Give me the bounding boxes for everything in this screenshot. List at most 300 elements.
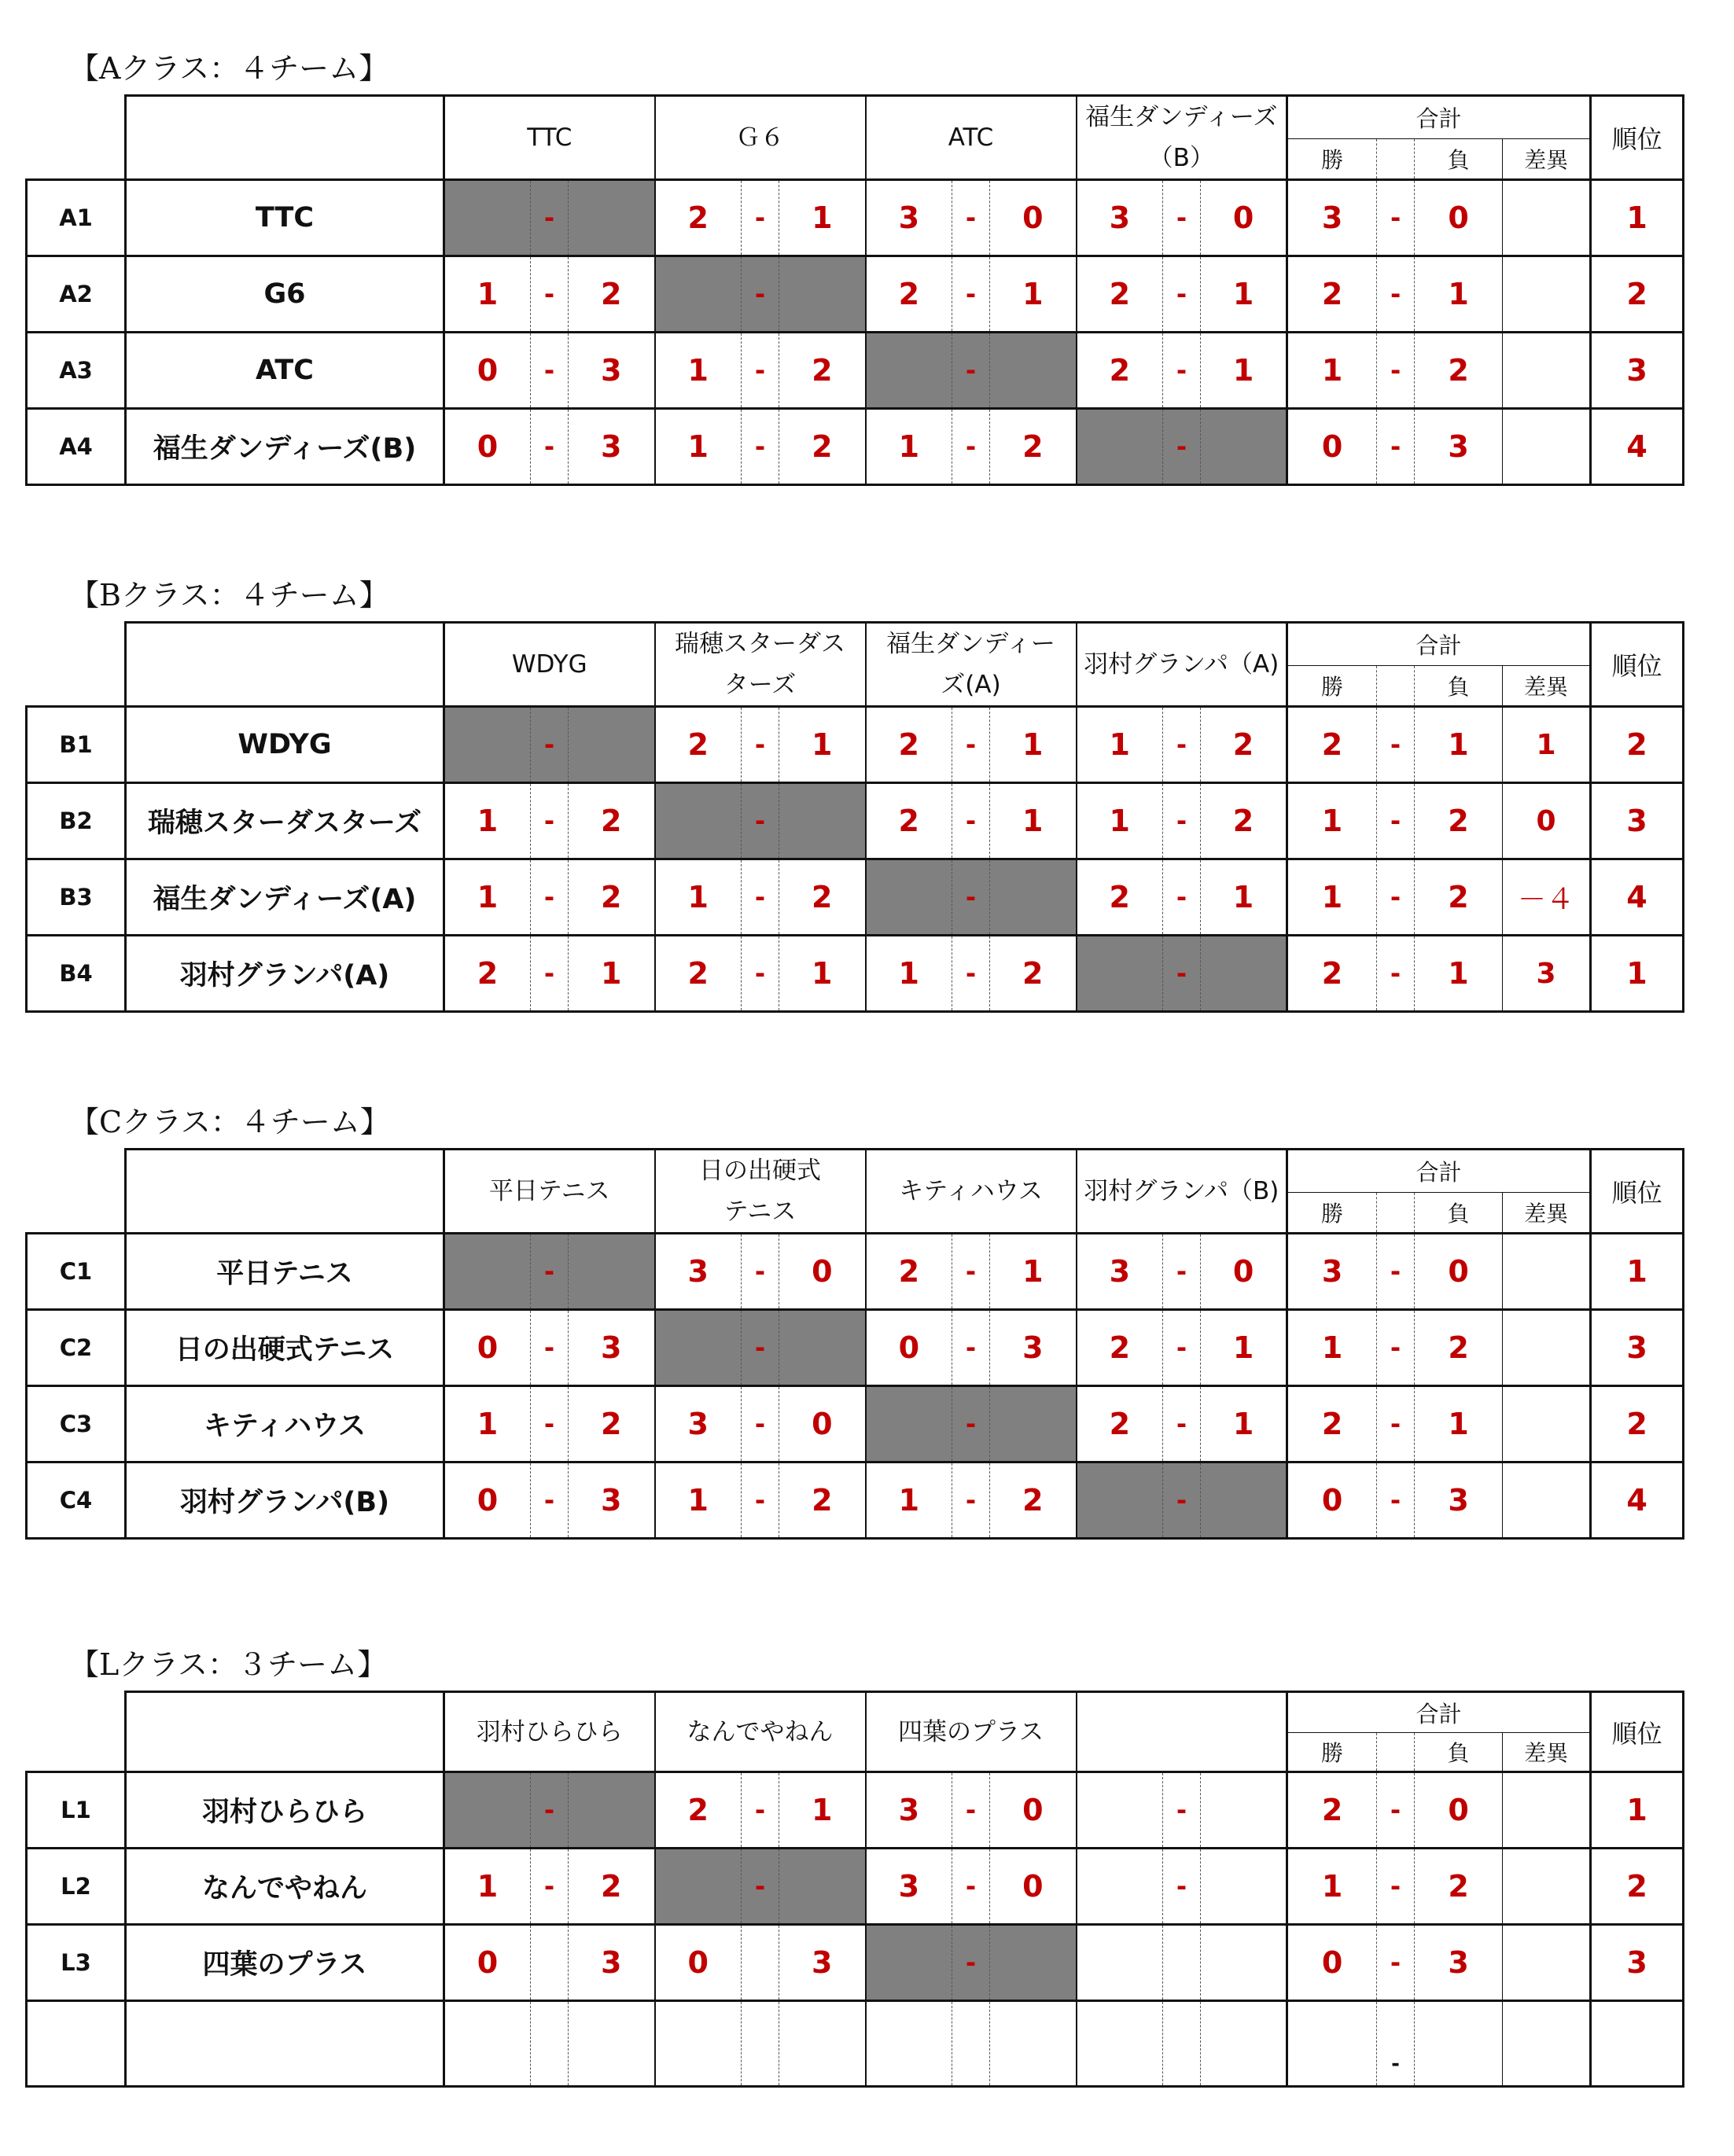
- team-code: A4: [27, 409, 126, 485]
- match-score-won: 0: [444, 409, 531, 485]
- match-score-lost: 2: [779, 409, 866, 485]
- match-score-won: 2: [1077, 1310, 1163, 1386]
- team-name: 羽村グランパ(A): [126, 936, 444, 1012]
- team-name: 羽村ひらひら: [126, 1772, 444, 1849]
- match-score-won: [444, 2001, 531, 2087]
- self-match-dash: -: [952, 859, 990, 936]
- score-separator: -: [1377, 1310, 1415, 1386]
- class-section: [0, 1102, 1734, 1613]
- score-separator: -: [1163, 707, 1201, 783]
- team-code: B1: [27, 707, 126, 783]
- total-header: 合計: [1287, 96, 1591, 139]
- total-wins: 1: [1287, 859, 1377, 936]
- table-row: [27, 256, 1684, 333]
- team-code: C1: [27, 1234, 126, 1310]
- match-score-won: 3: [866, 1849, 952, 1925]
- match-score-won: 3: [866, 180, 952, 256]
- header-name-blank: [126, 623, 444, 707]
- match-score-won: [866, 2001, 952, 2087]
- table-row: [27, 1925, 1684, 2001]
- self-match-cell: [866, 1925, 952, 2001]
- score-separator: -: [952, 936, 990, 1012]
- match-score-lost: 3: [569, 1310, 655, 1386]
- total-wins: 2: [1287, 1772, 1377, 1849]
- self-match-cell: [569, 180, 655, 256]
- score-separator: -: [1163, 180, 1201, 256]
- sub-header-gap: [1377, 1192, 1415, 1233]
- self-match-cell: [444, 1234, 531, 1310]
- team-rank: 1: [1591, 936, 1684, 1012]
- header-blank: [27, 1692, 126, 1772]
- score-difference: 0: [1503, 783, 1591, 859]
- match-score-lost: [1201, 1772, 1287, 1849]
- total-losses: 1: [1415, 1386, 1503, 1462]
- class-section: [0, 1645, 1734, 2156]
- match-score-lost: 1: [990, 707, 1077, 783]
- score-separator: -: [952, 409, 990, 485]
- score-separator: -: [531, 1849, 569, 1925]
- score-separator: -: [742, 707, 779, 783]
- standings-table: [25, 621, 1684, 1013]
- match-score-won: 0: [866, 1310, 952, 1386]
- match-score-lost: 1: [1201, 1310, 1287, 1386]
- total-wins: 0: [1287, 1462, 1377, 1539]
- score-separator: -: [1163, 333, 1201, 409]
- team-code: B2: [27, 783, 126, 859]
- self-match-dash: -: [742, 1849, 779, 1925]
- team-name: 平日テニス: [126, 1234, 444, 1310]
- total-wins: 2: [1287, 707, 1377, 783]
- match-score-lost: 1: [779, 1772, 866, 1849]
- opponent-header: 羽村グランパ（B): [1077, 1150, 1287, 1234]
- match-score-lost: 1: [1201, 256, 1287, 333]
- score-separator: -: [1377, 1234, 1415, 1310]
- total-losses: 0: [1415, 1772, 1503, 1849]
- match-score-won: 1: [444, 1849, 531, 1925]
- match-score-lost: 2: [779, 859, 866, 936]
- match-score-lost: 0: [1201, 180, 1287, 256]
- self-match-cell: [444, 707, 531, 783]
- score-separator: -: [1377, 707, 1415, 783]
- table-row: [27, 783, 1684, 859]
- team-rank: 3: [1591, 1310, 1684, 1386]
- match-score-won: 2: [655, 707, 742, 783]
- score-separator: -: [952, 1234, 990, 1310]
- match-score-lost: 2: [990, 409, 1077, 485]
- match-score-won: 3: [655, 1234, 742, 1310]
- header-name-blank: [126, 96, 444, 180]
- win-header: 勝: [1287, 665, 1377, 706]
- self-match-cell: [990, 1386, 1077, 1462]
- self-match-cell: [866, 333, 952, 409]
- diff-header: 差異: [1503, 1733, 1591, 1772]
- team-code: A3: [27, 333, 126, 409]
- score-separator: -: [742, 1386, 779, 1462]
- total-wins: 1: [1287, 1849, 1377, 1925]
- match-score-won: 2: [655, 936, 742, 1012]
- score-separator: -: [531, 256, 569, 333]
- match-score-lost: 2: [569, 783, 655, 859]
- section-title: 【Cクラス：４チーム】: [69, 1105, 390, 1139]
- match-score-lost: 3: [990, 1310, 1077, 1386]
- score-separator: -: [531, 783, 569, 859]
- section-title: 【Bクラス：４チーム】: [69, 578, 389, 613]
- match-score-won: [1077, 1772, 1163, 1849]
- match-score-lost: 1: [1201, 859, 1287, 936]
- sub-header-gap: [1377, 1733, 1415, 1772]
- score-separator: -: [742, 1462, 779, 1539]
- header-blank: [27, 623, 126, 707]
- opponent-header: 日の出硬式 テニス: [655, 1150, 866, 1234]
- score-separator: -: [952, 1849, 990, 1925]
- score-separator: -: [1377, 1462, 1415, 1539]
- match-score-won: 1: [866, 936, 952, 1012]
- team-rank: 2: [1591, 256, 1684, 333]
- self-match-dash: -: [742, 1310, 779, 1386]
- total-losses: 2: [1415, 859, 1503, 936]
- score-separator: -: [1377, 409, 1415, 485]
- opponent-header: 平日テニス: [444, 1150, 655, 1234]
- team-code: L1: [27, 1772, 126, 1849]
- total-header: 合計: [1287, 623, 1591, 666]
- team-rank: 4: [1591, 409, 1684, 485]
- team-name: [126, 2001, 444, 2087]
- match-score-won: 2: [1077, 859, 1163, 936]
- self-match-cell: [444, 1772, 531, 1849]
- self-match-dash: -: [742, 256, 779, 333]
- match-score-won: 2: [655, 1772, 742, 1849]
- score-separator: -: [1377, 333, 1415, 409]
- self-match-cell: [1201, 1462, 1287, 1539]
- team-name: TTC: [126, 180, 444, 256]
- score-separator: -: [1163, 1310, 1201, 1386]
- total-wins: 2: [1287, 256, 1377, 333]
- score-separator: -: [742, 1772, 779, 1849]
- score-difference: [1503, 1462, 1591, 1539]
- score-separator: -: [952, 256, 990, 333]
- team-name: 日の出硬式テニス: [126, 1310, 444, 1386]
- match-score-lost: 1: [1201, 1386, 1287, 1462]
- match-score-won: 2: [1077, 333, 1163, 409]
- total-wins: 1: [1287, 333, 1377, 409]
- match-score-won: 0: [444, 1462, 531, 1539]
- match-score-lost: 3: [569, 333, 655, 409]
- match-score-lost: 0: [779, 1386, 866, 1462]
- table-row: [27, 409, 1684, 485]
- total-losses: 0: [1415, 180, 1503, 256]
- score-difference: [1503, 256, 1591, 333]
- self-match-cell: [1077, 409, 1163, 485]
- match-score-won: 0: [444, 1310, 531, 1386]
- score-separator: -: [531, 1386, 569, 1462]
- total-losses: 1: [1415, 256, 1503, 333]
- rank-header: 順位: [1591, 1150, 1684, 1234]
- opponent-header: 福生ダンディーズ （B）: [1077, 96, 1287, 180]
- match-score-lost: 2: [1201, 707, 1287, 783]
- total-header: 合計: [1287, 1150, 1591, 1193]
- table-row: [27, 1310, 1684, 1386]
- score-separator: -: [1377, 1386, 1415, 1462]
- self-match-cell: [569, 707, 655, 783]
- win-header: 勝: [1287, 1192, 1377, 1233]
- match-score-won: 2: [866, 256, 952, 333]
- score-separator: -: [742, 180, 779, 256]
- score-difference: [1503, 1849, 1591, 1925]
- self-match-dash: -: [952, 1925, 990, 2001]
- score-separator: -: [531, 1462, 569, 1539]
- team-code: A2: [27, 256, 126, 333]
- table-row: [27, 1386, 1684, 1462]
- match-score-lost: [1201, 2001, 1287, 2087]
- self-match-dash: -: [531, 180, 569, 256]
- total-wins: 1: [1287, 783, 1377, 859]
- opponent-header: 瑞穂スターダス ターズ: [655, 623, 866, 707]
- self-match-dash: -: [531, 707, 569, 783]
- score-separator: [1163, 1925, 1201, 2001]
- score-difference: [1503, 1310, 1591, 1386]
- table-row: [27, 859, 1684, 936]
- self-match-dash: -: [742, 783, 779, 859]
- team-code: C2: [27, 1310, 126, 1386]
- score-difference: [1503, 333, 1591, 409]
- team-code: A1: [27, 180, 126, 256]
- match-score-won: 3: [866, 1772, 952, 1849]
- score-separator: -: [952, 707, 990, 783]
- opponent-header: 羽村グランパ（A): [1077, 623, 1287, 707]
- score-separator: [952, 2001, 990, 2087]
- diff-header: 差異: [1503, 138, 1591, 179]
- match-score-lost: 1: [779, 707, 866, 783]
- table-row: [27, 2001, 1684, 2087]
- table-row: [27, 1772, 1684, 1849]
- total-wins: 0: [1287, 409, 1377, 485]
- score-separator: -: [531, 333, 569, 409]
- self-match-cell: [655, 256, 742, 333]
- team-code: L2: [27, 1849, 126, 1925]
- match-score-lost: 1: [990, 1234, 1077, 1310]
- self-match-cell: [655, 1310, 742, 1386]
- total-wins: 3: [1287, 1234, 1377, 1310]
- team-rank: 3: [1591, 1925, 1684, 2001]
- opponent-header: TTC: [444, 96, 655, 180]
- team-rank: 4: [1591, 1462, 1684, 1539]
- sub-header-gap: [1377, 138, 1415, 179]
- standings-table: [25, 1691, 1684, 2088]
- self-match-dash: -: [1163, 936, 1201, 1012]
- score-separator: -: [531, 859, 569, 936]
- table-row: [27, 333, 1684, 409]
- score-separator: -: [531, 409, 569, 485]
- score-separator: -: [952, 1772, 990, 1849]
- total-wins: [1287, 2001, 1377, 2087]
- score-separator: -: [1377, 180, 1415, 256]
- match-score-won: 3: [655, 1386, 742, 1462]
- match-score-won: 1: [655, 409, 742, 485]
- match-score-won: 0: [655, 1925, 742, 2001]
- win-header: 勝: [1287, 138, 1377, 179]
- score-separator: [1163, 2001, 1201, 2087]
- score-difference: [1503, 1925, 1591, 2001]
- total-losses: 2: [1415, 783, 1503, 859]
- score-separator: -: [742, 409, 779, 485]
- opponent-header: なんでやねん: [655, 1692, 866, 1772]
- score-separator: -: [1377, 936, 1415, 1012]
- opponent-header: WDYG: [444, 623, 655, 707]
- rank-header: 順位: [1591, 96, 1684, 180]
- header-name-blank: [126, 1150, 444, 1234]
- rank-header: 順位: [1591, 1692, 1684, 1772]
- opponent-header: 羽村ひらひら: [444, 1692, 655, 1772]
- score-separator: -: [1163, 1772, 1201, 1849]
- table-row: [27, 1849, 1684, 1925]
- diff-header: 差異: [1503, 665, 1591, 706]
- self-match-cell: [655, 783, 742, 859]
- self-match-cell: [655, 1849, 742, 1925]
- score-separator: -: [952, 783, 990, 859]
- self-match-cell: [990, 859, 1077, 936]
- score-separator: -: [1377, 1849, 1415, 1925]
- match-score-lost: 0: [990, 180, 1077, 256]
- self-match-cell: [990, 333, 1077, 409]
- match-score-lost: 2: [990, 936, 1077, 1012]
- team-name: なんでやねん: [126, 1849, 444, 1925]
- match-score-won: 3: [1077, 1234, 1163, 1310]
- match-score-won: 1: [866, 1462, 952, 1539]
- match-score-lost: 1: [779, 180, 866, 256]
- team-rank: 1: [1591, 180, 1684, 256]
- match-score-won: [1077, 1849, 1163, 1925]
- match-score-lost: 2: [779, 1462, 866, 1539]
- rank-header: 順位: [1591, 623, 1684, 707]
- match-score-lost: 2: [990, 1462, 1077, 1539]
- score-separator: [531, 1925, 569, 2001]
- self-match-cell: [779, 783, 866, 859]
- self-match-cell: [779, 256, 866, 333]
- total-losses: [1415, 2001, 1503, 2087]
- score-separator: -: [1163, 859, 1201, 936]
- team-rank: 4: [1591, 859, 1684, 936]
- total-losses: 1: [1415, 936, 1503, 1012]
- score-separator: [742, 2001, 779, 2087]
- match-score-lost: 3: [569, 1925, 655, 2001]
- total-losses: 3: [1415, 1925, 1503, 2001]
- match-score-won: 1: [444, 859, 531, 936]
- standings-table: [25, 94, 1684, 486]
- score-difference: [1503, 180, 1591, 256]
- match-score-lost: 1: [1201, 333, 1287, 409]
- score-separator: -: [1163, 1386, 1201, 1462]
- team-code: B4: [27, 936, 126, 1012]
- match-score-won: 2: [655, 180, 742, 256]
- score-difference: －４: [1503, 859, 1591, 936]
- match-score-won: 0: [444, 1925, 531, 2001]
- total-wins: 2: [1287, 1386, 1377, 1462]
- table-row: [27, 707, 1684, 783]
- team-name: G6: [126, 256, 444, 333]
- score-difference: 1: [1503, 707, 1591, 783]
- score-separator: [531, 2001, 569, 2087]
- score-separator: -: [952, 1310, 990, 1386]
- total-header: 合計: [1287, 1692, 1591, 1733]
- score-separator: -: [742, 936, 779, 1012]
- match-score-lost: [569, 2001, 655, 2087]
- self-match-dash: -: [1163, 1462, 1201, 1539]
- team-name: WDYG: [126, 707, 444, 783]
- match-score-lost: 1: [779, 936, 866, 1012]
- table-row: [27, 180, 1684, 256]
- match-score-lost: 2: [569, 1849, 655, 1925]
- total-losses: 3: [1415, 409, 1503, 485]
- score-separator: -: [1377, 1772, 1415, 1849]
- score-separator: -: [742, 1234, 779, 1310]
- self-match-cell: [1077, 936, 1163, 1012]
- match-score-lost: 2: [779, 333, 866, 409]
- match-score-won: [1077, 1925, 1163, 2001]
- team-rank: 1: [1591, 1234, 1684, 1310]
- opponent-header: キティハウス: [866, 1150, 1077, 1234]
- score-separator: -: [952, 1462, 990, 1539]
- self-match-cell: [990, 1925, 1077, 2001]
- loss-header: 負: [1415, 138, 1503, 179]
- team-name: 羽村グランパ(B): [126, 1462, 444, 1539]
- match-score-lost: 2: [569, 1386, 655, 1462]
- match-score-won: 1: [655, 859, 742, 936]
- table-row: [27, 1462, 1684, 1539]
- match-score-won: 1: [655, 1462, 742, 1539]
- match-score-lost: 3: [779, 1925, 866, 2001]
- match-score-won: 3: [1077, 180, 1163, 256]
- total-wins: 3: [1287, 180, 1377, 256]
- total-losses: 1: [1415, 707, 1503, 783]
- match-score-won: 2: [866, 1234, 952, 1310]
- match-score-lost: 1: [569, 936, 655, 1012]
- score-separator: -: [742, 859, 779, 936]
- total-losses: 2: [1415, 1849, 1503, 1925]
- match-score-lost: [990, 2001, 1077, 2087]
- table-row: [27, 936, 1684, 1012]
- match-score-lost: 3: [569, 1462, 655, 1539]
- team-code: L3: [27, 1925, 126, 2001]
- total-wins: 1: [1287, 1310, 1377, 1386]
- team-rank: 2: [1591, 1849, 1684, 1925]
- self-match-dash: -: [531, 1772, 569, 1849]
- score-difference: [1503, 1772, 1591, 1849]
- score-difference: [1503, 1234, 1591, 1310]
- match-score-won: 2: [1077, 1386, 1163, 1462]
- self-match-dash: -: [952, 333, 990, 409]
- team-code: B3: [27, 859, 126, 936]
- match-score-won: 1: [1077, 707, 1163, 783]
- team-rank: 2: [1591, 1386, 1684, 1462]
- opponent-header: 福生ダンディー ズ(A): [866, 623, 1077, 707]
- match-score-lost: [779, 2001, 866, 2087]
- total-wins: 2: [1287, 936, 1377, 1012]
- match-score-lost: 2: [569, 859, 655, 936]
- sub-header-gap: [1377, 665, 1415, 706]
- team-code: [27, 2001, 126, 2087]
- self-match-cell: [569, 1772, 655, 1849]
- match-score-lost: [1201, 1849, 1287, 1925]
- section-title: 【Lクラス：３チーム】: [69, 1647, 388, 1682]
- match-score-lost: 0: [1201, 1234, 1287, 1310]
- loss-header: 負: [1415, 1733, 1503, 1772]
- team-name: 福生ダンディーズ(A): [126, 859, 444, 936]
- table-row: [27, 1234, 1684, 1310]
- self-match-cell: [1201, 936, 1287, 1012]
- team-name: 瑞穂スターダスターズ: [126, 783, 444, 859]
- score-separator: -: [952, 180, 990, 256]
- score-difference: 3: [1503, 936, 1591, 1012]
